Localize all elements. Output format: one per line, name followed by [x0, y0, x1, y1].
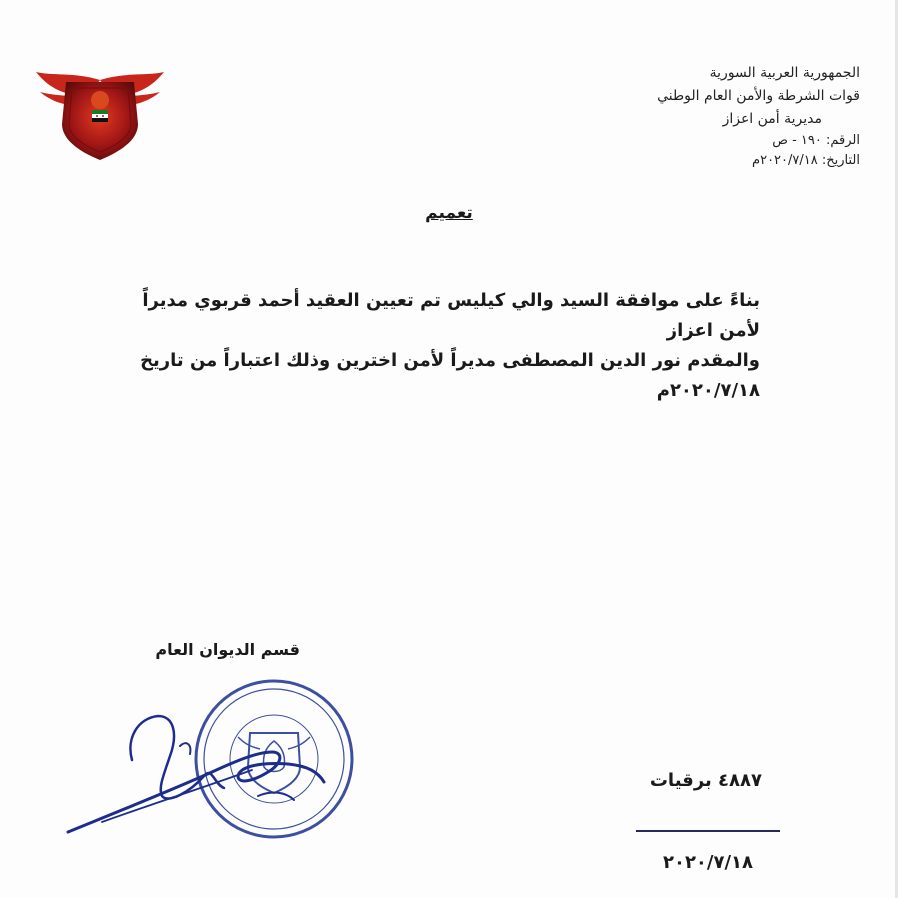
header-directorate: مديرية أمن اعزاز [722, 111, 822, 127]
signature [62, 700, 332, 840]
reference-divider [636, 830, 780, 832]
letterhead [540, 62, 860, 171]
police-emblem-logo [34, 62, 166, 162]
document-number: الرقم: ١٩٠ - ص [772, 133, 860, 148]
reference-number: ٤٨٨٧ برقيات [649, 770, 762, 791]
body-line-2: والمقدم نور الدين المصطفى مديراً لأمن اخترين وذلك اعتباراً من تاريخ ٢٠٢٠/٧/١٨م [140, 350, 760, 401]
body-line-1: بناءً على موافقة السيد والي كيليس تم تعيين العقيد أحمد قربوي مديراً لأمن اعزاز [142, 290, 760, 341]
document-date: التاريخ: ٢٠٢٠/٧/١٨م [752, 153, 860, 168]
header-forces: قوات الشرطة والأمن العام الوطني [657, 88, 860, 104]
header-country: الجمهورية العربية السورية [709, 65, 860, 81]
reference-date: ٢٠٢٠/٧/١٨ [662, 852, 754, 873]
department-label: قسم الديوان العام [155, 640, 300, 659]
document-title: تعميم [425, 203, 473, 223]
document-body [120, 286, 760, 406]
